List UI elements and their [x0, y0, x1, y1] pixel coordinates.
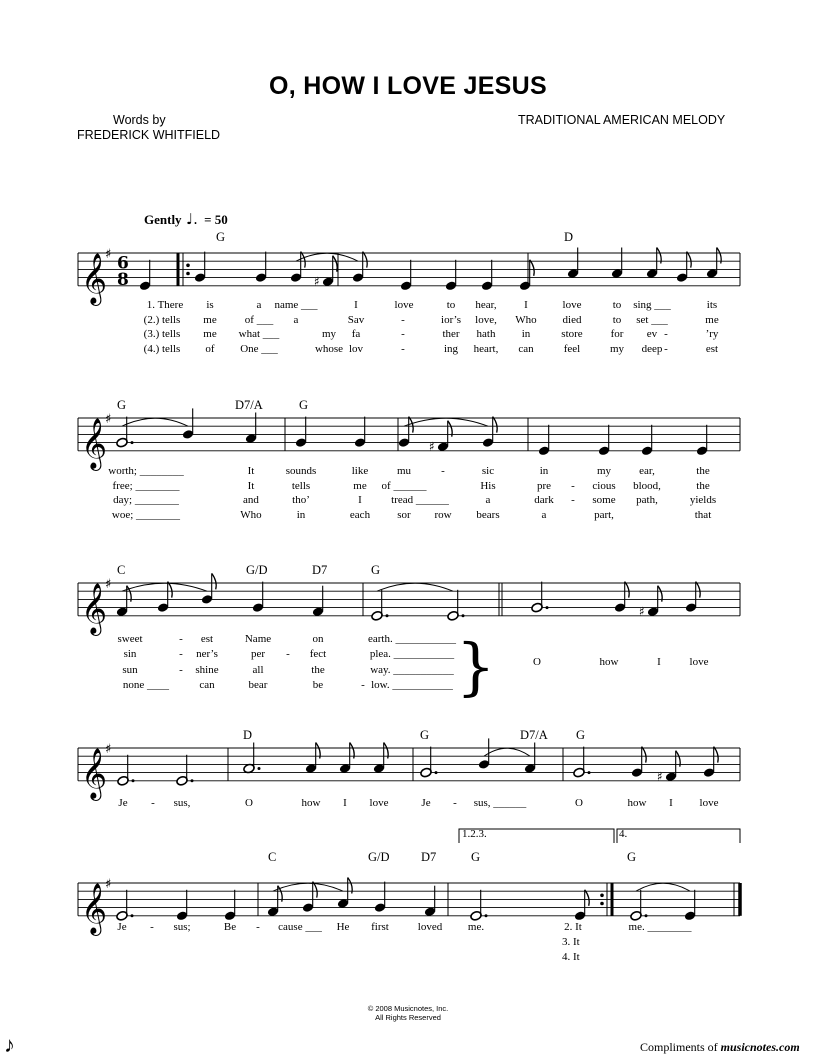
- lyric-syllable: Who: [240, 509, 262, 522]
- lyric-syllable: -: [150, 921, 154, 933]
- lyric-syllable: ior’s: [441, 313, 461, 326]
- chord-symbol: D7: [312, 563, 328, 577]
- lyric-syllable: whose: [314, 343, 344, 356]
- lyric-syllable: first: [371, 921, 389, 933]
- lyric-syllable: me. ________: [628, 921, 692, 933]
- lyric-syllable: -: [401, 343, 405, 356]
- compliments-site: musicnotes.com: [720, 1040, 800, 1054]
- slur-icon: [377, 583, 453, 591]
- lyric-syllable: and: [243, 494, 259, 507]
- lyric-syllable: row: [434, 509, 452, 522]
- lyric-syllable: me.: [467, 921, 485, 933]
- lyric-syllable: love: [562, 299, 582, 311]
- lyric-syllable: Je: [118, 797, 128, 809]
- dotted-note-dot: [645, 914, 648, 917]
- dotted-note-dot: [132, 779, 135, 782]
- note-flag: [301, 252, 306, 268]
- rights-line: All Rights Reserved: [375, 1013, 441, 1022]
- note-flag: [530, 260, 535, 276]
- dotted-note-dot: [588, 771, 591, 774]
- lyric-syllable: O: [575, 797, 583, 809]
- volta-bracket-2: [617, 829, 740, 843]
- lyric-syllable: my: [609, 343, 625, 356]
- slur-icon: [636, 883, 690, 891]
- lyric-syllable: Je: [117, 921, 127, 933]
- lyric-syllable: store: [561, 328, 583, 341]
- repeat-dot: [186, 272, 190, 276]
- lyric-syllable: -: [571, 494, 575, 507]
- lyric-syllable: low. ___________: [371, 678, 453, 691]
- lyric-syllable: -: [401, 313, 405, 326]
- lyric-syllable: to: [446, 299, 456, 311]
- lyric-syllable: name ___: [274, 299, 318, 311]
- note-flag: [168, 582, 173, 598]
- lyric-syllable: I: [354, 299, 358, 311]
- lyric-syllable: love: [699, 797, 719, 809]
- lyricist-name: FREDERICK WHITFIELD: [77, 128, 221, 142]
- words-by-label: Words by: [113, 113, 166, 127]
- lyric-syllable: how: [627, 797, 647, 809]
- note-flag: [687, 252, 692, 268]
- lyric-syllable: died: [562, 313, 582, 326]
- slur-icon: [122, 418, 188, 426]
- dotted-note-dot: [435, 771, 438, 774]
- lyric-syllable: -: [256, 921, 260, 933]
- lyric-syllable: to: [612, 313, 622, 326]
- note-flag: [642, 747, 647, 763]
- sharp-accidental-icon: ♯: [639, 604, 645, 619]
- lyric-syllable: love,: [475, 313, 497, 326]
- lyric-syllable: O: [533, 656, 541, 668]
- lyric-syllable: It: [247, 479, 255, 492]
- lyric-syllable: sounds: [285, 465, 317, 477]
- chord-symbol: C: [117, 563, 126, 577]
- lyric-syllable: of: [205, 343, 215, 356]
- lyric-syllable: my: [321, 328, 337, 341]
- lyric-syllable: -: [571, 479, 575, 492]
- lyric-syllable: Sav: [347, 313, 365, 326]
- lyric-syllable: I: [343, 797, 347, 809]
- lyric-syllable: how: [301, 797, 321, 809]
- lyric-syllable: pre: [536, 479, 552, 492]
- lyric-syllable: free; ________: [112, 479, 180, 492]
- note-flag: [212, 573, 217, 589]
- lyric-syllable: is: [206, 299, 214, 311]
- slur-icon: [484, 748, 530, 756]
- repeat-dot: [600, 894, 604, 898]
- slur-icon: [404, 418, 488, 426]
- lyric-syllable: how: [599, 656, 619, 668]
- lyric-syllable: -: [151, 797, 155, 809]
- lyric-syllable: what ___: [238, 328, 280, 341]
- lyric-syllable: sweet: [117, 633, 143, 645]
- lyric-syllable: -: [664, 328, 668, 341]
- lyric-syllable: dark: [534, 494, 554, 507]
- lyric-syllable: heart,: [473, 343, 499, 356]
- treble-clef-icon: 𝄞: [81, 252, 108, 304]
- lyric-syllable: -: [361, 678, 365, 691]
- lyric-syllable: lov: [348, 343, 364, 356]
- note-flag: [493, 417, 498, 433]
- lyric-syllable: (2.) tells: [143, 313, 181, 326]
- lyric-syllable: in: [521, 328, 531, 341]
- lyric-syllable: sus;: [173, 921, 191, 933]
- lyric-syllable: sun: [122, 663, 138, 676]
- sharp-accidental-icon: ♯: [429, 439, 435, 454]
- note-flag: [696, 582, 701, 598]
- note-flag: [363, 252, 368, 268]
- time-signature-top: 6: [117, 253, 129, 274]
- time-signature-bottom: 8: [117, 269, 129, 290]
- lyric-syllable: ’ry: [705, 328, 719, 341]
- lyric-syllable: for: [610, 328, 624, 341]
- lyric-syllable: I: [524, 299, 528, 311]
- key-signature-sharp-icon: ♯: [105, 411, 112, 427]
- lyric-syllable: earth. ___________: [368, 633, 456, 645]
- lyric-syllable: fa: [351, 328, 361, 341]
- lyric-syllable: a: [541, 509, 547, 522]
- sharp-accidental-icon: ♯: [657, 769, 663, 784]
- tempo-bpm: = 50: [204, 212, 228, 227]
- note-flag: [585, 890, 590, 906]
- chord-symbol: G: [216, 230, 226, 244]
- lyric-syllable: -: [179, 648, 183, 661]
- lyric-syllable: bears: [476, 509, 500, 522]
- lyric-syllable: Name: [244, 633, 272, 645]
- lyric-syllable: sin: [123, 648, 137, 661]
- lyric-syllable: ear,: [639, 465, 655, 477]
- lyric-syllable: ing: [443, 343, 459, 356]
- lyric-syllable: love: [689, 656, 709, 668]
- note-flag: [714, 747, 719, 763]
- lyric-syllable: me: [353, 479, 367, 492]
- key-signature-sharp-icon: ♯: [105, 576, 112, 592]
- lyric-syllable: -: [401, 328, 405, 341]
- lyric-syllable: me: [705, 313, 719, 326]
- chord-symbol: G: [371, 563, 381, 577]
- chord-symbol: G/D: [368, 850, 390, 864]
- lyric-syllable: -: [179, 633, 183, 645]
- lyric-syllable: like: [351, 465, 369, 477]
- lyric-syllable: woe; ________: [111, 509, 181, 522]
- lyric-syllable: set ___: [636, 313, 668, 326]
- lyric-syllable: can: [518, 343, 534, 356]
- chord-symbol: G/D: [246, 563, 268, 577]
- lyric-syllable: be: [312, 678, 324, 691]
- lyric-ending-line: 3. It: [562, 936, 580, 948]
- lyric-syllable: the: [696, 465, 710, 477]
- repeat-dot: [186, 264, 190, 268]
- lyric-syllable: I: [657, 656, 661, 668]
- lyric-syllable: part,: [594, 509, 614, 522]
- lyric-syllable: -: [179, 663, 183, 676]
- lyric-syllable: in: [296, 509, 306, 522]
- lyric-syllable: its: [706, 299, 718, 311]
- lyric-syllable: me: [203, 328, 217, 341]
- lyric-syllable: Who: [515, 313, 537, 326]
- lyric-syllable: plea. ___________: [369, 648, 455, 661]
- treble-clef-icon: 𝄞: [81, 882, 108, 934]
- lyric-syllable: love: [369, 797, 389, 809]
- lyric-syllable: 2. It: [564, 921, 582, 933]
- lyric-syllable: fect: [309, 648, 327, 661]
- lyric-syllable: day; ________: [113, 494, 179, 507]
- lyric-syllable: O: [245, 797, 253, 809]
- chord-symbol: G: [117, 398, 127, 412]
- dotted-note-dot: [546, 606, 549, 609]
- dotted-note-dot: [131, 914, 134, 917]
- treble-clef-icon: 𝄞: [81, 582, 108, 634]
- dotted-note-dot: [258, 767, 261, 770]
- lyric-syllable: His: [480, 479, 496, 492]
- lyric-syllable: per: [250, 648, 266, 661]
- lyric-syllable: a: [485, 494, 491, 507]
- lyric-syllable: sus, ______: [473, 797, 527, 809]
- dotted-note-dot: [386, 614, 389, 617]
- treble-clef-icon: 𝄞: [81, 747, 108, 799]
- key-signature-sharp-icon: ♯: [105, 876, 112, 892]
- lyric-syllable: me: [203, 313, 217, 326]
- lyric-syllable: I: [669, 797, 673, 809]
- lyric-syllable: path,: [636, 494, 658, 507]
- chord-symbol: G: [627, 850, 637, 864]
- volta-first-label: 1.2.3.: [462, 828, 487, 840]
- lyric-ending-line: 4. It: [562, 950, 580, 963]
- slur-icon: [122, 583, 207, 591]
- lyric-syllable: can: [199, 678, 215, 691]
- lyric-syllable: of ___: [244, 313, 274, 326]
- lyric-syllable: some: [592, 494, 616, 507]
- musicnotes-logo-icon: ♪: [4, 1032, 15, 1057]
- lyric-syllable: on: [312, 633, 324, 645]
- lyric-syllable: It: [247, 465, 255, 477]
- treble-clef-icon: 𝄞: [81, 417, 108, 469]
- lyric-syllable: blood,: [633, 479, 661, 492]
- lyric-syllable: none ____: [122, 678, 170, 691]
- lyric-syllable: est: [705, 343, 719, 356]
- lyric-syllable: ther: [442, 328, 460, 341]
- lyric-syllable: all: [252, 663, 264, 676]
- lyric-syllable: sic: [481, 465, 495, 477]
- lyric-syllable: -: [453, 797, 457, 809]
- lyric-syllable: (4.) tells: [143, 343, 181, 356]
- volta-second-label: 4.: [619, 828, 628, 840]
- chord-symbol: G: [420, 728, 430, 742]
- lyric-syllable: hear,: [475, 299, 497, 311]
- key-signature-sharp-icon: ♯: [105, 741, 112, 757]
- lyric-syllable: loved: [417, 921, 443, 933]
- sharp-accidental-icon: ♯: [314, 274, 320, 289]
- lyric-syllable: -: [664, 343, 668, 356]
- dotted-note-dot: [191, 779, 194, 782]
- lyric-syllable: est: [200, 633, 214, 645]
- chord-symbol: G: [299, 398, 309, 412]
- lyric-syllable: yields: [689, 494, 717, 507]
- lyric-syllable: (3.) tells: [143, 328, 181, 341]
- lyric-syllable: the: [696, 479, 710, 492]
- lyric-syllable: -: [286, 648, 290, 661]
- repeat-dot: [600, 902, 604, 906]
- lyric-syllable: sus,: [173, 797, 191, 809]
- lyric-syllable: love: [394, 299, 414, 311]
- lyric-syllable: feel: [563, 343, 581, 356]
- lyric-syllable: mu: [396, 465, 412, 477]
- lyric-syllable: the: [311, 663, 325, 676]
- dotted-note-dot: [485, 914, 488, 917]
- lyric-syllable: a: [256, 299, 262, 311]
- lyric-syllable: each: [349, 509, 371, 522]
- lyric-syllable: ner’s: [196, 648, 218, 661]
- dotted-note-dot: [462, 614, 465, 617]
- note-flag: [625, 582, 630, 598]
- compliments-prefix: Compliments of: [640, 1040, 718, 1054]
- key-signature-sharp-icon: ♯: [105, 246, 112, 262]
- lyric-syllable: deep: [641, 343, 663, 356]
- lyric-syllable: tells: [291, 479, 311, 492]
- lyric-syllable: way. ___________: [370, 663, 454, 676]
- lyric-syllable: cious: [592, 479, 616, 492]
- lyric-syllable: that: [694, 509, 712, 522]
- song-title: O, HOW I LOVE JESUS: [269, 72, 547, 100]
- lyric-syllable: worth; ________: [108, 465, 184, 477]
- lyric-syllable: of ______: [381, 479, 427, 492]
- chord-symbol: D7: [421, 850, 437, 864]
- chord-symbol: G: [576, 728, 586, 742]
- chord-symbol: D: [243, 728, 253, 742]
- lyric-syllable: Je: [421, 797, 431, 809]
- lyric-syllable: Be: [223, 921, 237, 933]
- lyric-syllable: sor: [397, 509, 411, 522]
- tempo-word: Gently: [144, 212, 182, 227]
- chord-symbol: D: [564, 230, 574, 244]
- chord-symbol: D7/A: [520, 728, 548, 742]
- lyric-syllable: sing ___: [633, 299, 671, 311]
- lyric-syllable: cause ___: [278, 921, 322, 933]
- dotted-note-dot: [131, 441, 134, 444]
- melody-credit: TRADITIONAL AMERICAN MELODY: [518, 113, 726, 127]
- lyric-syllable: shine: [195, 663, 219, 676]
- slur-icon: [273, 883, 343, 891]
- lyric-syllable: hath: [476, 328, 496, 341]
- lyric-syllable: in: [539, 465, 549, 477]
- volta-bracket-1: [459, 829, 614, 843]
- copyright-line: © 2008 Musicnotes, Inc.: [367, 1004, 449, 1013]
- lyric-syllable: -: [441, 465, 445, 477]
- lyric-syllable: tread ______: [391, 494, 449, 507]
- chord-symbol: D7/A: [235, 398, 263, 412]
- lyric-syllable: a: [293, 313, 299, 326]
- lyric-syllable: my: [596, 465, 612, 477]
- lyric-syllable: He: [336, 921, 350, 933]
- lyric-syllable: ev: [646, 328, 658, 341]
- dotted-quarter-note-icon: ♩.: [186, 210, 198, 228]
- lyric-syllable: to: [612, 299, 622, 311]
- lyric-syllable: bear: [248, 678, 268, 691]
- chord-symbol: G: [471, 850, 481, 864]
- chord-symbol: C: [268, 850, 277, 864]
- lyric-syllable: One ___: [240, 343, 278, 356]
- lyric-syllable: 1. There: [146, 299, 184, 311]
- verse-brace-icon: }: [456, 630, 496, 703]
- lyric-syllable: tho’: [292, 494, 310, 507]
- lyric-syllable: I: [358, 494, 362, 507]
